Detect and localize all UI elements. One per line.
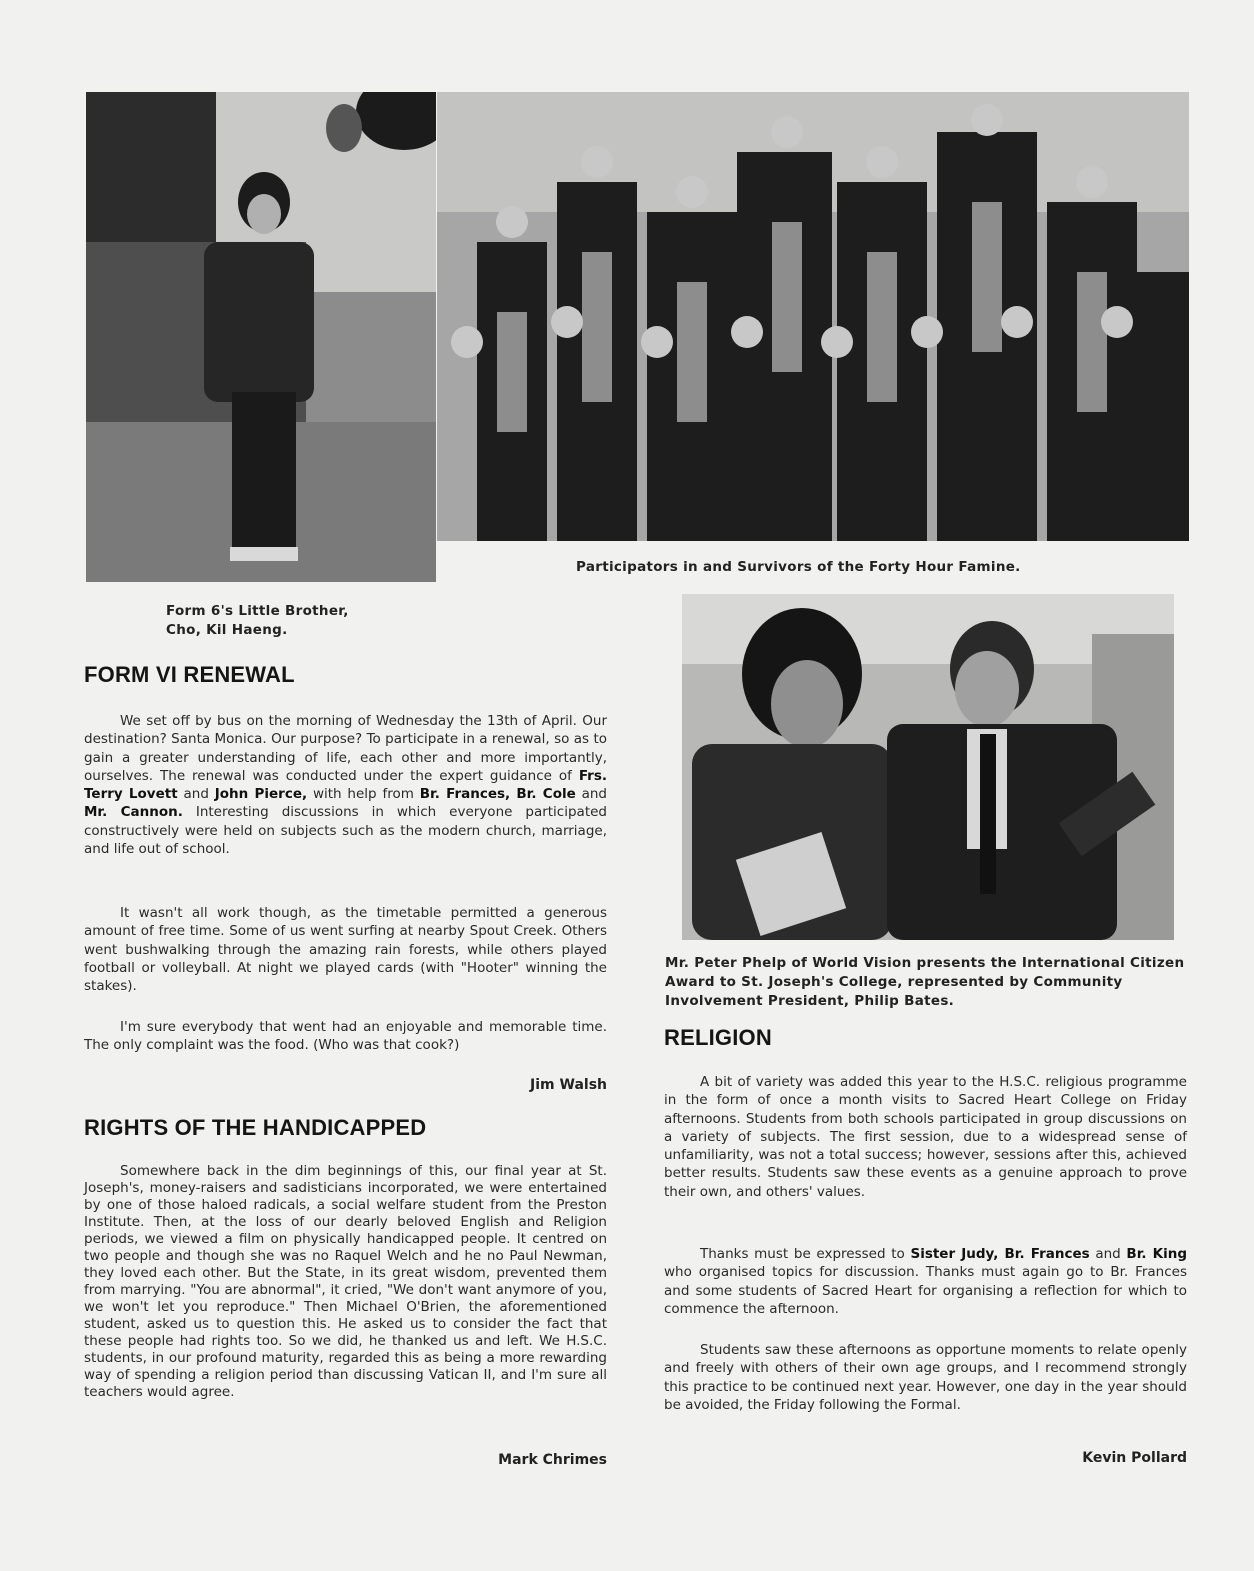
religion-paragraph-1: A bit of variety was added this year to the H.S.C. religious programme in the form of once a month visits to Sacred Heart College on Friday afternoons. Students from both schools participated in group discussions on a variety of subjects. The first session, due to a widespread sense of unfamiliarity, was not a total success; however, sessions after this, achieved better results. Students saw these events as a genuine approach to prove their own, and others' values. xyxy=(664,1074,1187,1200)
religion-p2-text-c: and xyxy=(1089,1246,1127,1262)
caption-line-1: Form 6's Little Brother, xyxy=(166,603,349,619)
religion-author: Kevin Pollard xyxy=(1082,1450,1187,1466)
renewal-paragraph-2: It wasn't all work though, as the timetable permitted a generous amount of free time. Some of us went surfing at nearby Spout Creek. Others went bushwalking through the amazing rain forests, while others played football or volleyball. At night we played cards (with "Hooter" winning the stakes). xyxy=(84,905,607,995)
religion-p2-bold-judy: Sister Judy, Br. Frances xyxy=(910,1246,1090,1262)
renewal-paragraph-3: I'm sure everybody that went had an enjoyable and memorable time. The only complaint was the food. (Who was that cook?) xyxy=(84,1019,607,1054)
renewal-paragraph-1 xyxy=(84,712,607,858)
renewal-p1-bold-brothers: Br. Frances, Br. Cole xyxy=(419,786,576,803)
religion-p2-bold-king: Br. King xyxy=(1126,1246,1188,1262)
renewal-author: Jim Walsh xyxy=(530,1077,607,1093)
photo-award-presentation xyxy=(682,594,1174,940)
caption-little-brother xyxy=(166,602,416,640)
boy-photo-icon xyxy=(86,92,436,582)
renewal-p1-bold-pierce: John Pierce, xyxy=(214,786,308,803)
caption-group-photo: Participators in and Survivors of the Forty Hour Famine. xyxy=(576,559,1021,575)
heading-religion: RELIGION xyxy=(664,1025,772,1050)
group-photo-icon xyxy=(437,92,1189,541)
award-photo-icon xyxy=(682,594,1174,940)
renewal-p1-text-g: and xyxy=(575,786,607,803)
handicapped-author: Mark Chrimes xyxy=(498,1452,607,1468)
religion-paragraph-2 xyxy=(664,1245,1187,1318)
religion-p2-text-e: who organised topics for discussion. Thanks must again go to Br. Frances and some students of Sacred Heart for organising a reflection for which to commence the afternoon. xyxy=(664,1264,1187,1317)
caption-award-photo: Mr. Peter Phelp of World Vision presents the International Citizen Award to St. Joseph's College, represented by Community Involvement President, Philip Bates. xyxy=(665,955,1185,1009)
renewal-p1-text-a: We set off by bus on the morning of Wednesday the 13th of April. Our destination? Santa Monica. Our purpose? To participate in a renewal, so as to gain a greater understanding of life, each other and more importantly, ourselves. The renewal was conducted under the expert guidance of xyxy=(84,713,607,784)
handicapped-paragraph-1: Somewhere back in the dim beginnings of this, our final year at St. Joseph's, money-raisers and sadisticians incorporated, we were entertained by one of those haloed radicals, a social welfare student from the Preston Institute. Then, at the loss of our dearly beloved English and Religion periods, we viewed a film on physically handicapped people. It centred on two people and though she was no Raquel Welch and he no Paul Newman, they loved each other. But the State, in its great wisdom, prevented them from marrying. "You are abnormal", it cried, "We don't want anymore of you, we won't let you reproduce." Then Michael O'Brien, the aforementioned student, asked us to question this. He asked us to consider the fact that these people had rights too. So we did, he thanked us and left. We H.S.C. students, in our profound maturity, regarded this as being a more rewarding way of spending a religion period than discussing Vatican II, and I'm sure all teachers would agree. xyxy=(84,1163,607,1400)
heading-rights-of-the-handicapped: RIGHTS OF THE HANDICAPPED xyxy=(84,1115,427,1140)
renewal-p1-text-i: Interesting discussions in which everyone participated constructively were held on subjects such as the modern church, marriage, and life out of school. xyxy=(84,804,607,858)
renewal-p1-text-e: with help from xyxy=(307,786,420,803)
religion-paragraph-3: Students saw these afternoons as opportune moments to relate openly and freely with others of their own age groups, and I recommend strongly this practice to be continued next year. However, one day in the year should be avoided, the Friday following the Formal. xyxy=(664,1342,1187,1413)
caption-line-2: Cho, Kil Haeng. xyxy=(166,622,288,638)
renewal-p1-text-c: and xyxy=(177,786,215,803)
religion-p2-text-a: Thanks must be expressed to xyxy=(700,1246,911,1262)
heading-form-vi-renewal: FORM VI RENEWAL xyxy=(84,662,295,687)
renewal-p1-bold-cannon: Mr. Cannon. xyxy=(84,804,183,821)
photo-forty-hour-famine-group xyxy=(437,92,1189,541)
renewal-p1-bold-lovett: Frs. Terry Lovett xyxy=(84,767,607,803)
photo-little-brother xyxy=(86,92,436,582)
